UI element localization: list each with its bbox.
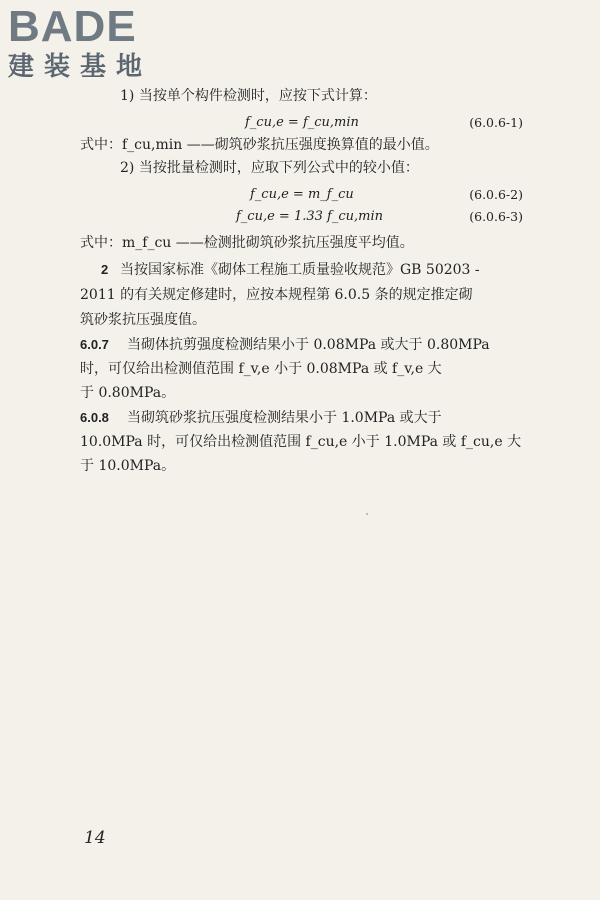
- item-2-text: 2) 当按批量检测时，应取下列公式中的较小值：: [120, 160, 419, 176]
- item-1-text: 1) 当按单个构件检测时，应按下式计算：: [120, 88, 377, 104]
- section-6-0-8-line-3: 于 10.0MPa。: [80, 458, 176, 474]
- section-6-0-8-label: [80, 408, 109, 429]
- formula-6-0-6-3: f_cu,e = 1.33 f_cu,min: [236, 209, 383, 224]
- formula-6-0-6-1: f_cu,e = f_cu,min: [245, 115, 359, 130]
- section-6-0-7-line-1: 当砌体抗剪强度检测结果小于 0.08MPa 或大于 0.80MPa: [127, 337, 490, 353]
- clause-2-number: 2: [101, 262, 109, 277]
- clause-2-line-1: 当按国家标准《砌体工程施工质量验收规范》GB 50203 -: [120, 262, 480, 278]
- section-6-0-8-line-1: 当砌筑砂浆抗压强度检测结果小于 1.0MPa 或大于: [127, 410, 442, 426]
- section-6-0-7-line-2: 时，可仅给出检测值范围 f_v,e 小于 0.08MPa 或 f_v,e 大: [80, 361, 442, 377]
- clause-2-label: [101, 260, 108, 281]
- section-6-0-7-label: [80, 335, 109, 356]
- logo: [8, 4, 152, 82]
- clause-2-line-2: 2011 的有关规定修建时，应按本规程第 6.0.5 条的规定推定砌: [80, 287, 473, 303]
- definition-m-fcu: 式中：m_f_cu ——检测批砌筑砂浆抗压强度平均值。: [80, 235, 414, 251]
- scan-speck: [366, 513, 368, 515]
- clause-2-line-3: 筑砂浆抗压强度值。: [80, 312, 206, 328]
- equation-number-6-0-6-2: (6.0.6-2): [469, 187, 523, 202]
- equation-number-6-0-6-3: (6.0.6-3): [469, 209, 523, 224]
- equation-number-6-0-6-1: (6.0.6-1): [469, 115, 523, 130]
- formula-6-0-6-2: f_cu,e = m_f_cu: [250, 187, 354, 202]
- page-number: 14: [84, 828, 106, 848]
- logo-main-text: BADE: [8, 2, 137, 51]
- logo-sub-text: 建装基地: [8, 52, 153, 82]
- section-6-0-8-number: 6.0.8: [80, 410, 109, 425]
- section-6-0-8-line-2: 10.0MPa 时，可仅给出检测值范围 f_cu,e 小于 1.0MPa 或 f_cu,e 大: [80, 434, 522, 450]
- section-6-0-7-number: 6.0.7: [80, 337, 109, 352]
- section-6-0-7-line-3: 于 0.80MPa。: [80, 385, 176, 401]
- definition-fcu-min: 式中：f_cu,min ——砌筑砂浆抗压强度换算值的最小值。: [80, 137, 439, 153]
